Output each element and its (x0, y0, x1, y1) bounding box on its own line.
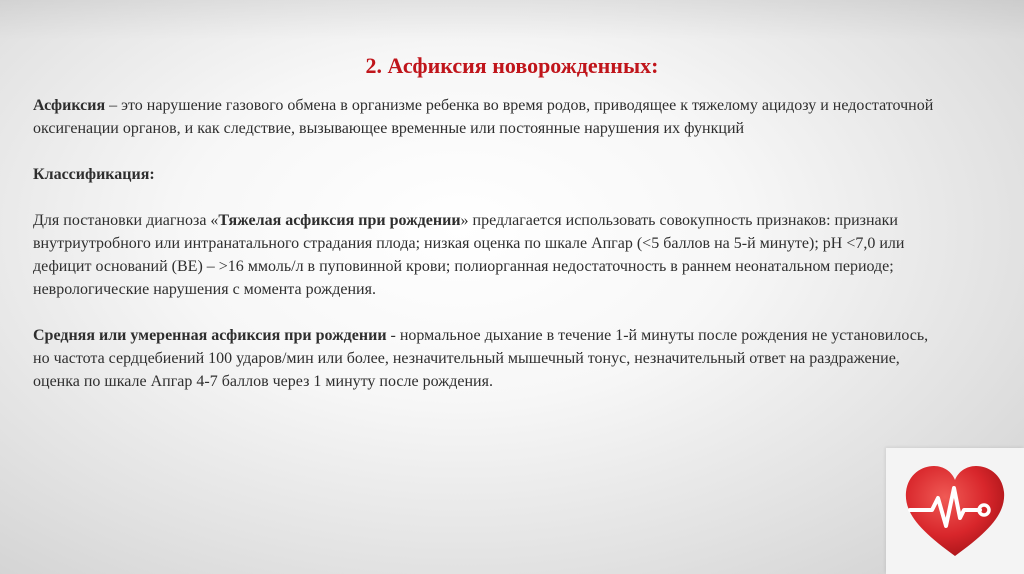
severe-text: » предлагается использовать совокупность признаков: признаки внутриутробного или интранатального страдания плода; низкая оценка по шкале Апгар (<5 баллов на 5-й минуте); pH <7,0 или дефицит оснований (BE) – >16 ммоль/л в пуповинной крови; полиорганная недостаточность в раннем неонатальном периоде; неврологические нарушения с момента рождения. (33, 212, 905, 298)
spacer (33, 140, 943, 163)
spacer (33, 186, 943, 209)
definition-text: – это нарушение газового обмена в организме ребенка во время родов, приводящее к тяжелому ацидозу и недостаточной оксигенации органов, и как следствие, вызывающее временные или постоянные нарушения их функций (33, 97, 934, 137)
classification-heading-text: Классификация: (33, 166, 155, 183)
logo-box (886, 448, 1024, 574)
classification-heading (33, 163, 943, 186)
slide-title: 2. Асфиксия новорожденных: (365, 53, 659, 78)
moderate-text: - нормальное дыхание в течение 1-й минуты после рождения не установилось, но частота сердцебиений 100 ударов/мин или более, незначительный мышечный тонус, незначительный ответ на раздражение, оценка по шкале Апгар 4-7 баллов через 1 минуту после рождения. (33, 327, 929, 390)
moderate-asphyxia-paragraph (33, 324, 943, 393)
heart-pulse-icon (902, 462, 1008, 560)
top-shade (0, 0, 1024, 40)
slide-body (33, 94, 943, 393)
severe-asphyxia-paragraph (33, 209, 943, 301)
severe-term: Тяжелая асфиксия при рождении (218, 212, 461, 229)
definition-paragraph (33, 94, 943, 140)
moderate-term: Средняя или умеренная асфиксия при рождении (33, 327, 387, 344)
spacer (33, 301, 943, 324)
severe-prefix: Для постановки диагноза « (33, 212, 219, 229)
definition-term: Асфиксия (33, 97, 106, 114)
